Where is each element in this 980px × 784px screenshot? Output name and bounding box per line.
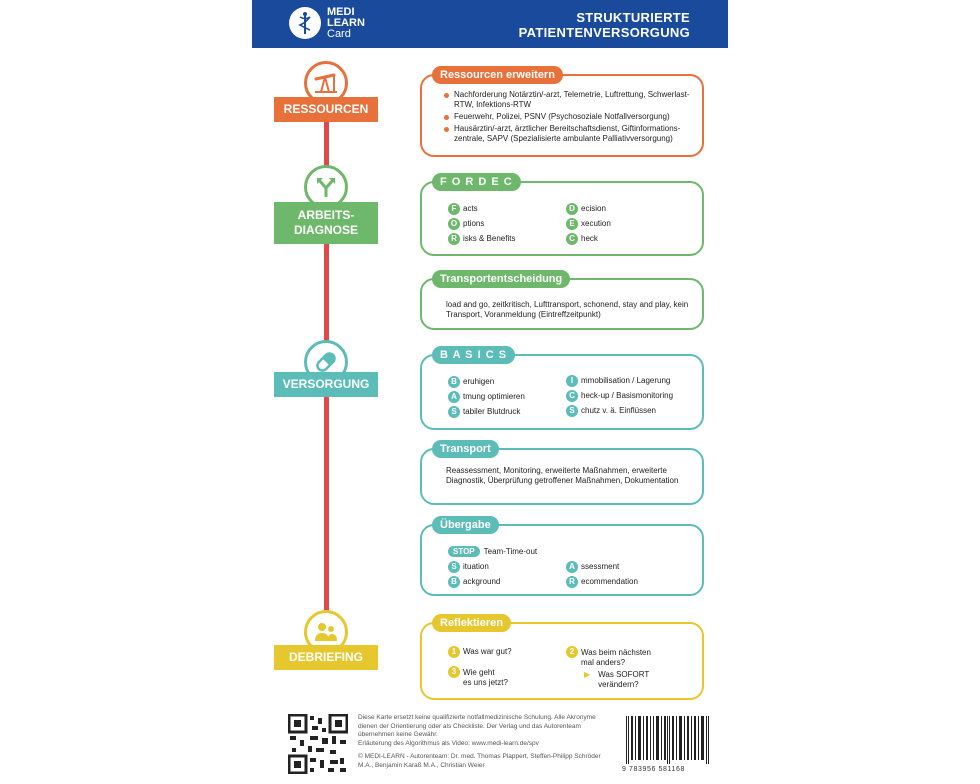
fordec-box [420,176,704,256]
list-item: Hausärztin/-arzt, ärztlicher Bereitschaftsdienst, Giftinformations-zentrale, SAPV (Spezialisierte ambulante Palliativversorgung) [444,124,702,144]
uebergabe-right-column [566,559,638,589]
reflektieren-title: Reflektieren [432,614,511,632]
disclaimer: Diese Karte ersetzt keine qualifizierte notfallmedizinische Schulung. Alle Akronyme dienen der Orientierung oder als Checkliste. Der Verlag und das Autorenteam übernehmen keine Gewähr. [358,714,596,738]
list-item: R ecommendation [566,574,638,589]
transportentscheidung-text: load and go, zeitkritisch, Lufttransport, schonend, stay and play, kein Transport, Voranmeldung (Eintreffzeitpunkt) [446,300,689,319]
caduceus-logo-icon [289,7,321,39]
page-title: STRUKTURIERTE PATIENTENVERSORGUNG [518,10,690,40]
list-item: A ssessment [566,559,638,574]
list-item: S chutz v. ä. Einflüssen [566,403,673,418]
barcode-icon [626,716,710,764]
uebergabe-box [420,519,704,596]
transport-text: Reassessment, Monitoring, erweiterte Maßnahmen, erweiterte Diagnostik, Überprüfung getroffener Maßnahmen, Dokumentation [446,466,679,485]
stop-badge: STOP [448,546,480,557]
reflektieren-box [420,617,704,700]
list-item: E xecution [566,216,611,231]
list-item: I mmobilisation / Lagerung [566,373,673,388]
list-item: A tmung optimieren [448,389,525,404]
reflektieren-q2: 2 Was beim nächsten mal anders? [566,646,651,668]
stage-versorgung-label: VERSORGUNG [274,372,378,397]
stage-ressourcen-label: RESSOURCEN [274,97,378,122]
basics-right-column [566,373,673,418]
list-item: S tabiler Blutdruck [448,404,525,419]
stage-arbeitsdiagnose-label: ARBEITS- DIAGNOSE [274,202,378,244]
list-item: C heck [566,231,611,246]
reflektieren-q4: ▶ Was SOFORT verändern? [584,670,650,689]
transport-title: Transport [432,440,499,458]
basics-title: B A S I C S [432,346,515,364]
authors: © MEDI-LEARN - Autorenteam: Dr. med. Thomas Plappert, Steffen-Philipp Schröder M.A., Benjamin Karaß M.A., Christian Weier [358,753,601,769]
list-item: D ecision [566,201,611,216]
ressourcen-box [420,69,704,157]
video-link[interactable]: Erläuterung des Algorithmus als Video: www.medi-learn.de/spv [358,739,539,747]
transport-box [420,443,704,505]
list-item: Feuerwehr, Polizei, PSNV (Psychosoziale Notfallversorgung) [444,112,702,122]
list-item: O ptions [448,216,515,231]
ressourcen-title: Ressourcen erweitern [432,66,563,84]
stage-debriefing-label: DEBRIEFING [274,645,378,670]
card [252,0,728,784]
ressourcen-list [444,90,702,146]
basics-box [420,349,704,430]
list-item: STOP Team-Time-out [448,544,537,559]
reflektieren-q3: 3 Wie geht es uns jetzt? [448,666,508,688]
list-item: B ackground [448,574,537,589]
uebergabe-title: Übergabe [432,516,499,534]
qr-code-icon[interactable] [288,714,348,774]
basics-left-column [448,374,525,419]
fordec-right-column [566,201,611,246]
list-item: Nachforderung Notärztin/-arzt, Telemetrie, Luftrettung, Schwerlast-RTW, Infektions-RTW [444,90,702,110]
transportentscheidung-box [420,273,704,330]
header [252,0,728,48]
fordec-left-column [448,201,515,246]
uebergabe-left-column [448,544,537,589]
footer-text [358,714,614,770]
isbn-number: 9 783956 581168 [622,766,685,773]
list-item: S ituation [448,559,537,574]
fordec-title: F O R D E C [432,173,521,191]
triangle-right-icon: ▶ [584,670,591,679]
list-item: F acts [448,201,515,216]
list-item: R isks & Benefits [448,231,515,246]
reflektieren-q1: 1 Was war gut? [448,646,512,658]
logo-text: MEDI LEARN Card [327,6,365,40]
transportentscheidung-title: Transportentscheidung [432,270,570,288]
list-item: B eruhigen [448,374,525,389]
list-item: C heck-up / Basismonitoring [566,388,673,403]
